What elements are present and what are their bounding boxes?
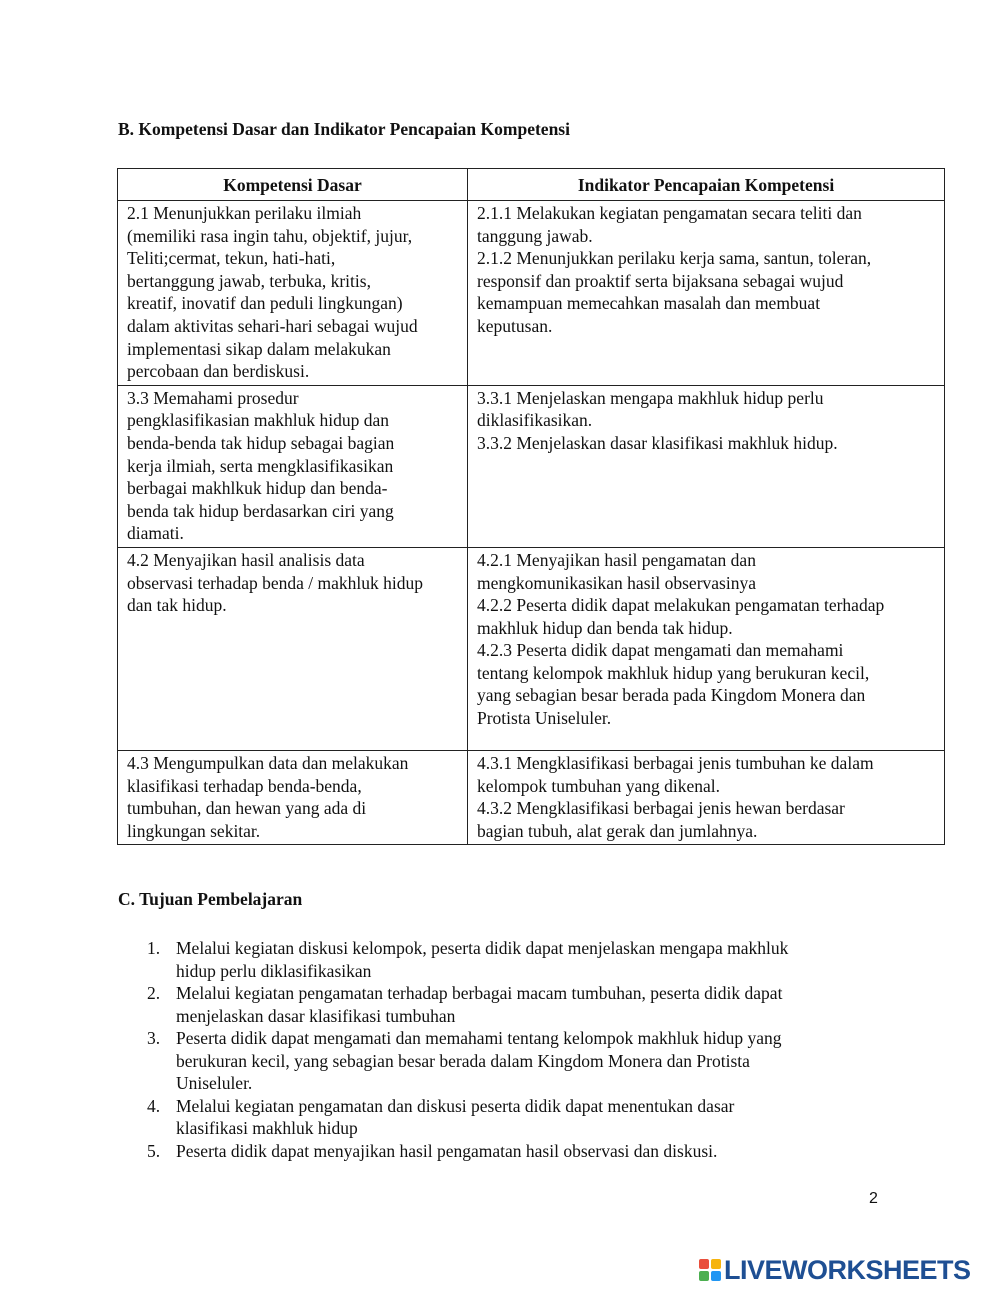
list-line: Melalui kegiatan pengamatan terhadap berbagai macam tumbuhan, peserta didik dapat	[176, 983, 783, 1003]
list-number: 1.	[147, 938, 161, 958]
cell-line: bagian tubuh, alat gerak dan jumlahnya.	[477, 820, 758, 841]
cell-line: 4.3 Mengumpulkan data dan melakukan	[127, 752, 409, 773]
kd-cell	[118, 547, 468, 750]
list-item	[118, 1027, 878, 1095]
cell-line: 4.2.2 Peserta didik dapat melakukan pengamatan terhadap	[477, 595, 885, 616]
list-number: 5.	[147, 1140, 161, 1161]
table-row	[118, 750, 945, 844]
cell-line: keputusan.	[477, 315, 553, 336]
cell-line: 4.3.1 Mengklasifikasi berbagai jenis tumbuhan ke dalam	[477, 752, 874, 773]
list-line: Melalui kegiatan diskusi kelompok, peserta didik dapat menjelaskan mengapa makhluk	[176, 938, 789, 958]
table-row	[118, 547, 945, 750]
cell-line: Protista Uniseluler.	[477, 708, 612, 729]
cell-line: percobaan dan berdiskusi.	[127, 361, 310, 382]
cell-line: dan tak hidup.	[127, 595, 227, 616]
cell-line: diamati.	[127, 523, 184, 544]
list-line: Uniseluler.	[176, 1073, 253, 1093]
cell-line: lingkungan sekitar.	[127, 820, 261, 841]
list-item	[118, 982, 878, 1027]
list-line: Melalui kegiatan pengamatan dan diskusi peserta didik dapat menentukan dasar	[176, 1095, 735, 1116]
ipk-cell	[468, 547, 945, 750]
list-line: menjelaskan dasar klasifikasi tumbuhan	[176, 1005, 456, 1026]
cell-line: dalam aktivitas sehari-hari sebagai wujud	[127, 315, 418, 336]
liveworksheets-brand[interactable]	[698, 1254, 971, 1286]
section-c-heading: C. Tujuan Pembelajaran	[118, 889, 303, 909]
table-row	[118, 385, 945, 547]
list-line: Peserta didik dapat mengamati dan memahami tentang kelompok makhluk hidup yang	[176, 1028, 782, 1048]
cell-line: kelompok tumbuhan yang dikenal.	[477, 775, 721, 796]
cell-line: benda tak hidup berdasarkan ciri yang	[127, 500, 394, 521]
ipk-cell	[468, 201, 945, 386]
cell-line: (memiliki rasa ingin tahu, objektif, jujur,	[127, 225, 413, 246]
cell-line: pengklasifikasian makhluk hidup dan	[127, 410, 389, 431]
list-item	[118, 1140, 878, 1163]
list-line: Peserta didik dapat menyajikan hasil pengamatan hasil observasi dan diskusi.	[176, 1140, 718, 1161]
cell-line: berbagai makhlkuk hidup dan benda-	[127, 478, 388, 499]
table-row	[118, 201, 945, 386]
cell-line: klasifikasi terhadap benda-benda,	[127, 775, 362, 796]
logo-square	[711, 1259, 721, 1269]
cell-line: 3.3 Memahami prosedur	[127, 387, 299, 408]
header-kompetensi-dasar: Kompetensi Dasar	[118, 169, 468, 201]
list-number: 3.	[147, 1028, 161, 1048]
cell-line: makhluk hidup dan benda tak hidup.	[477, 617, 733, 638]
cell-line: 2.1.2 Menunjukkan perilaku kerja sama, santun, toleran,	[477, 248, 872, 269]
list-line: berukuran kecil, yang sebagian besar berada dalam Kingdom Monera dan Protista	[176, 1050, 750, 1071]
cell-line: 4.2.3 Peserta didik dapat mengamati dan memahami	[477, 640, 844, 661]
cell-line: 2.1.1 Melakukan kegiatan pengamatan secara teliti dan	[477, 203, 862, 223]
list-line: hidup perlu diklasifikasikan	[176, 960, 372, 981]
page-number: 2	[869, 1190, 878, 1207]
list-number: 4.	[147, 1095, 161, 1116]
logo-square	[699, 1259, 709, 1269]
cell-line: 4.3.2 Mengklasifikasi berbagai jenis hewan berdasar	[477, 798, 845, 819]
list-item	[118, 937, 878, 982]
cell-line: bertanggung jawab, terbuka, kritis,	[127, 270, 371, 291]
competency-table	[117, 168, 945, 845]
cell-line: responsif dan proaktif serta bijaksana sebagai wujud	[477, 270, 844, 291]
ipk-cell	[468, 385, 945, 547]
cell-line: kreatif, inovatif dan peduli lingkungan)	[127, 293, 403, 314]
cell-line: tentang kelompok makhluk hidup yang berukuran kecil,	[477, 662, 870, 683]
liveworksheets-logo-icon	[698, 1258, 722, 1282]
cell-line: tanggung jawab.	[477, 225, 593, 246]
cell-line: implementasi sikap dalam melakukan	[127, 338, 391, 359]
table-header-row	[118, 169, 945, 201]
cell-line: 2.1 Menunjukkan perilaku ilmiah	[127, 203, 362, 223]
list-number: 2.	[147, 983, 161, 1003]
cell-line: 4.2.1 Menyajikan hasil pengamatan dan	[477, 549, 756, 570]
ipk-cell	[468, 750, 945, 844]
cell-line: observasi terhadap benda / makhluk hidup	[127, 572, 423, 593]
section-b-heading: B. Kompetensi Dasar dan Indikator Pencapaian Kompetensi	[118, 119, 570, 139]
cell-line: diklasifikasikan.	[477, 410, 593, 431]
logo-square	[699, 1271, 709, 1281]
cell-line: 4.2 Menyajikan hasil analisis data	[127, 549, 365, 570]
cell-line: benda-benda tak hidup sebagai bagian	[127, 432, 395, 453]
cell-line: Teliti;cermat, tekun, hati-hati,	[127, 248, 336, 269]
cell-line: kemampuan memecahkan masalah dan membuat	[477, 293, 821, 314]
cell-line: 3.3.2 Menjelaskan dasar klasifikasi makhluk hidup.	[477, 432, 838, 453]
cell-line: yang sebagian besar berada pada Kingdom Monera dan	[477, 685, 866, 706]
header-indikator: Indikator Pencapaian Kompetensi	[468, 169, 945, 201]
cell-line: 3.3.1 Menjelaskan mengapa makhluk hidup perlu	[477, 387, 824, 408]
brand-text: LIVEWORKSHEETS	[724, 1255, 971, 1285]
cell-line: mengkomunikasikan hasil observasinya	[477, 572, 756, 593]
learning-goals-list	[118, 937, 878, 1162]
cell-line: kerja ilmiah, serta mengklasifikasikan	[127, 455, 394, 476]
cell-line: tumbuhan, dan hewan yang ada di	[127, 798, 367, 819]
list-item	[118, 1095, 878, 1140]
kd-cell	[118, 750, 468, 844]
logo-square	[711, 1271, 721, 1281]
list-line: klasifikasi makhluk hidup	[176, 1118, 358, 1138]
kd-cell	[118, 201, 468, 386]
kd-cell	[118, 385, 468, 547]
